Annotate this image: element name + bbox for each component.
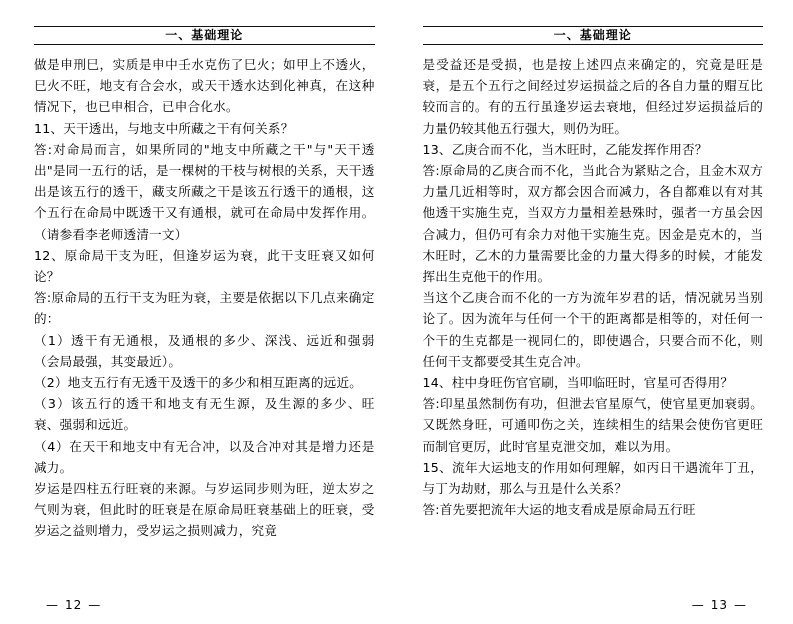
- paragraph: 15、流年大运地支的作用如何理解，如丙日干遇流年丁丑，与丁为劫财，那么与丑是什么关系？: [422, 459, 763, 497]
- header-title: 一、基础理论: [546, 27, 640, 43]
- page-number: 12: [65, 598, 83, 612]
- paragraph: 答:原命局的五行干支为旺为衰，主要是依据以下几点来确定的：: [34, 290, 375, 327]
- header-rule-bottom: [34, 44, 375, 45]
- paragraph: （1）透干有无通根，及通根的多少、深浅、远近和强弱（会局最强，其变最近）。: [34, 332, 375, 369]
- paragraph: 答:印星虽然制伤有功，但泄去官星原气，使官星更加衰弱。又既然身旺，可通叩伤之关，连续相生的结果会使伤官更旺而制官更厉，此时官星克泄交加，难以为用。: [422, 396, 763, 454]
- footer-dash-left: —: [691, 598, 705, 612]
- paragraph: 12、原命局干支为旺，但逢岁运为衰，此干支旺衰又如何论？: [34, 247, 375, 285]
- page-header-left: [34, 22, 375, 48]
- paragraph: 是受益还是受损，也是按上述四点来确定的，究竟是旺是衰，是五个五行之间经过岁运损益之后的各自力量的赗互比较而言的。有的五行虽逢岁运去衰地，但经过岁运损益后的力量仍较其他五行强大，则仍为旺。: [422, 57, 763, 136]
- paragraph: 当这个乙庚合而不化的一方为流年岁君的话，情况就另当别论了。因为流年与任何一个干的距离都是相等的，对任何一个干的生克都是一视同仁的，即使遇合，只要合而不化，则任何干支都要受其生克合冲。: [422, 290, 763, 369]
- paragraph: （2）地支五行有无透干及透干的多少和相互距离的远近。: [34, 375, 363, 391]
- paragraph: （4）在天干和地支中有无合冲，以及合冲对其是增力还是减力。: [34, 438, 375, 475]
- header-rule-bottom: [423, 44, 764, 45]
- page-footer-left: [0, 598, 397, 612]
- page-body-left: [34, 54, 375, 542]
- header-title: 一、基础理论: [157, 27, 251, 43]
- paragraph: 答:对命局而言，如果所同的"地支中所藏之干"与"天干透出"是同一五行的话，是一棵树的干枝与树根的关系，天干透出是该五行的透干，藏支所藏之干是该五行透干的通根，这个五行在命局中既透干又有通根，就可在命局中发挥作用。（请参看李老师透清一文）: [34, 141, 375, 242]
- paragraph: 答:首先要把流年大运的地支看成是原命局五行旺: [422, 502, 696, 518]
- page-header-right: [423, 22, 764, 48]
- page-footer-right: [397, 598, 793, 612]
- page-body-right: [423, 54, 764, 520]
- page-number: 13: [710, 598, 728, 612]
- paragraph: 13、乙庚合而不化，当木旺时，乙能发挥作用否？: [422, 141, 708, 157]
- page-right: [397, 0, 793, 624]
- footer-dash-right: —: [88, 598, 102, 612]
- paragraph: 11、天干透出，与地支中所藏之干有何关系？: [34, 120, 294, 136]
- paragraph: 做是申刑巳，实质是申中壬水克伤了巳火；如甲上不透火，巳火不旺，地支有合会水，或天干透水达到化神真，在这种情况下，也已申相合，已申合化水。: [34, 57, 375, 115]
- paragraph: 岁运是四柱五行旺衰的来源。与岁运同步则为旺，逆太岁之气则为衰，但此时的旺衰是在原命局旺衰基础上的旺衰，受岁运之益则增力，受岁运之损则减力，究竟: [34, 481, 375, 539]
- paragraph: 答:原命局的乙庚合而不化，当此合为紧贴之合，且金木双方力量几近相等时，双方都会因合而减力，各自都难以有对其他透干实施生克，当双方力量相差悬殊时，强者一方虽会因合减力，但仍可有余力对他干实施生克。因金是克木的，当木旺时，乙木的力量需要比金的力量大得多的时候，才能发挥出生克他干的作用。: [422, 163, 763, 285]
- footer-dash-left: —: [46, 598, 59, 612]
- paragraph: （3）该五行的透干和地支有无生源，及生源的多少、旺衰、强弱和远近。: [34, 396, 375, 433]
- footer-dash-right: —: [734, 598, 747, 612]
- paragraph: 14、柱中身旺伤官官刷，当叩临旺时，官星可否得用？: [422, 375, 734, 391]
